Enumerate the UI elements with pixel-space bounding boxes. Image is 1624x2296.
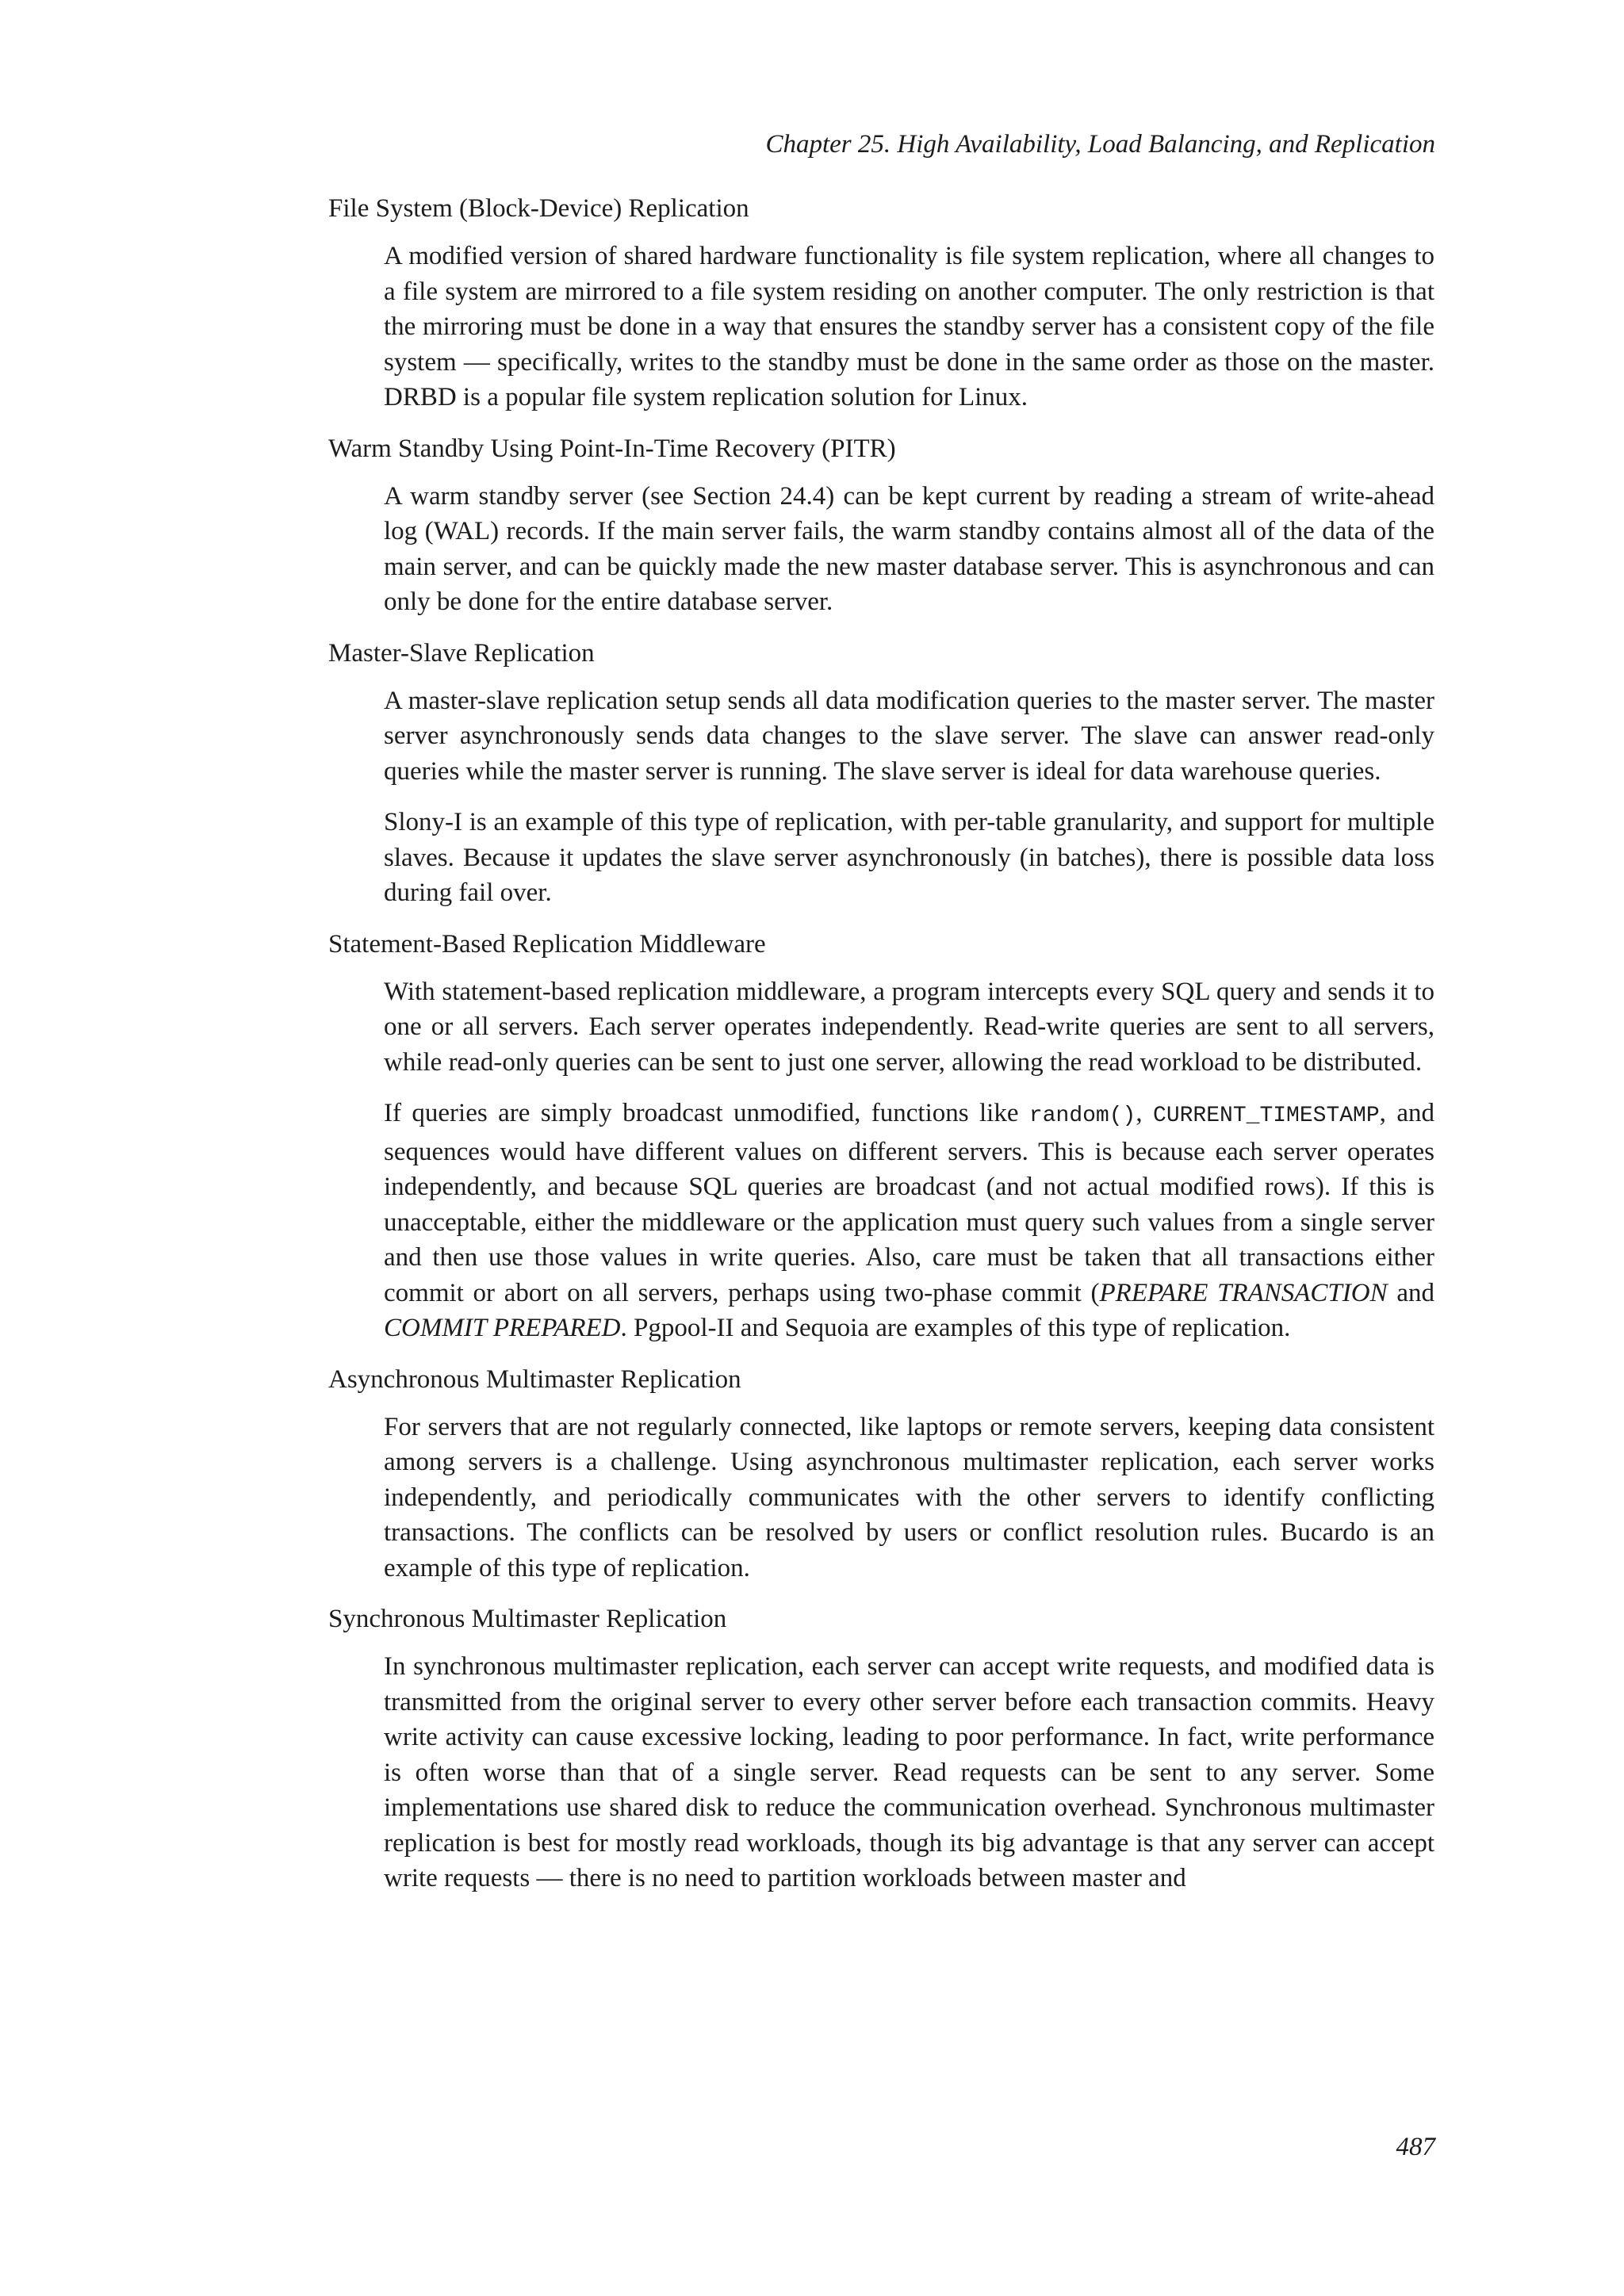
definition-paragraph: A master-slave replication setup sends all data modification queries to the master server. The master server asynchronously sends data changes to the slave server. The slave can answer read-only queries while the master server is running. The slave server is ideal for data warehouse queries. [384,686,1434,786]
text-run: . Pgpool-II and Sequoia are examples of this type of replication. [620,1314,1291,1342]
term-file-system-replication: File System (Block-Device) Replication [328,194,749,223]
text-run: , [1136,1099,1154,1127]
term-master-slave-replication: Master-Slave Replication [328,638,595,668]
definition-paragraph: Slony-I is an example of this type of replication, with per-table granularity, and support for multiple slaves. Because it updates the slave server asynchronously (in batches), there is possible data loss during fail over. [384,808,1434,907]
page-number: 487 [1396,2133,1435,2161]
definition-paragraph: In synchronous multimaster replication, each server can accept write requests, and modified data is transmitted from the original server to every other server before each transaction commits. Heavy write activity can cause excessive locking, leading to poor performance. In fact, write performance is often worse than that of a single server. Read requests can be sent to any server. Some implementations use shared disk to reduce the communication overhead. Synchronous multimaster replication is best for mostly read workloads, though its big advantage is that any server can accept write requests — there is no need to partition workloads between master and [384,1652,1434,1892]
code-random: random() [1028,1104,1136,1128]
definition-paragraph: A modified version of shared hardware functionality is file system replication, where all changes to a file system are mirrored to a file system residing on another computer. The only restriction is that the mirroring must be done in a way that ensures the standby server has a consistent copy of the file system — specifically, writes to the standby must be done in the same order as those on the master. DRBD is a popular file system replication solution for Linux. [384,242,1434,411]
definition-paragraph: For servers that are not regularly connected, like laptops or remote servers, keeping data consistent among servers is a challenge. Using asynchronous multimaster replication, each server works independently, and periodically communicates with the other servers to identify conflicting transactions. The conflicts can be resolved by users or conflict resolution rules. Bucardo is an example of this type of replication. [384,1412,1434,1582]
text-run: , and sequences would have different values on different servers. This is because each server operates independently, and because SQL queries are broadcast (and not actual modified rows). If this is unacceptable, either the middleware or the application must query such values from a single server and then use those values in write queries. Also, care must be taken that all transactions either commit or abort on all servers, perhaps using two-phase commit ( [384,1099,1434,1307]
term-warm-standby-pitr: Warm Standby Using Point-In-Time Recovery (PITR) [328,434,896,463]
text-run: and [1387,1278,1434,1307]
variable-list [328,191,1434,1912]
term-sync-multimaster: Synchronous Multimaster Replication [328,1605,727,1633]
code-current-timestamp: CURRENT_TIMESTAMP [1153,1104,1380,1128]
definition-paragraph: A warm standby server (see Section 24.4) can be kept current by reading a stream of write-ahead log (WAL) records. If the main server fails, the warm standby contains almost all of the data of the main server, and can be quickly made the new master database server. This is asynchronous and can only be done for the entire database server. [384,481,1434,616]
text-run: If queries are simply broadcast unmodified, functions like [384,1099,1029,1127]
term-statement-based-middleware: Statement-Based Replication Middleware [328,929,766,959]
running-head-title: Chapter 25. High Availability, Load Balancing, and Replication [765,130,1435,159]
command-prepare-transaction: PREPARE TRANSACTION [1099,1278,1388,1307]
term-async-multimaster: Asynchronous Multimaster Replication [328,1364,741,1394]
definition-paragraph: With statement-based replication middleware, a program intercepts every SQL query and sends it to one or all servers. Each server operates independently. Read-write queries are sent to all servers, while read-only queries can be sent to just one server, allowing the read workload to be distributed. [384,977,1434,1077]
command-commit-prepared: COMMIT PREPARED [384,1314,621,1342]
definition-paragraph-rich [384,1096,1434,1346]
